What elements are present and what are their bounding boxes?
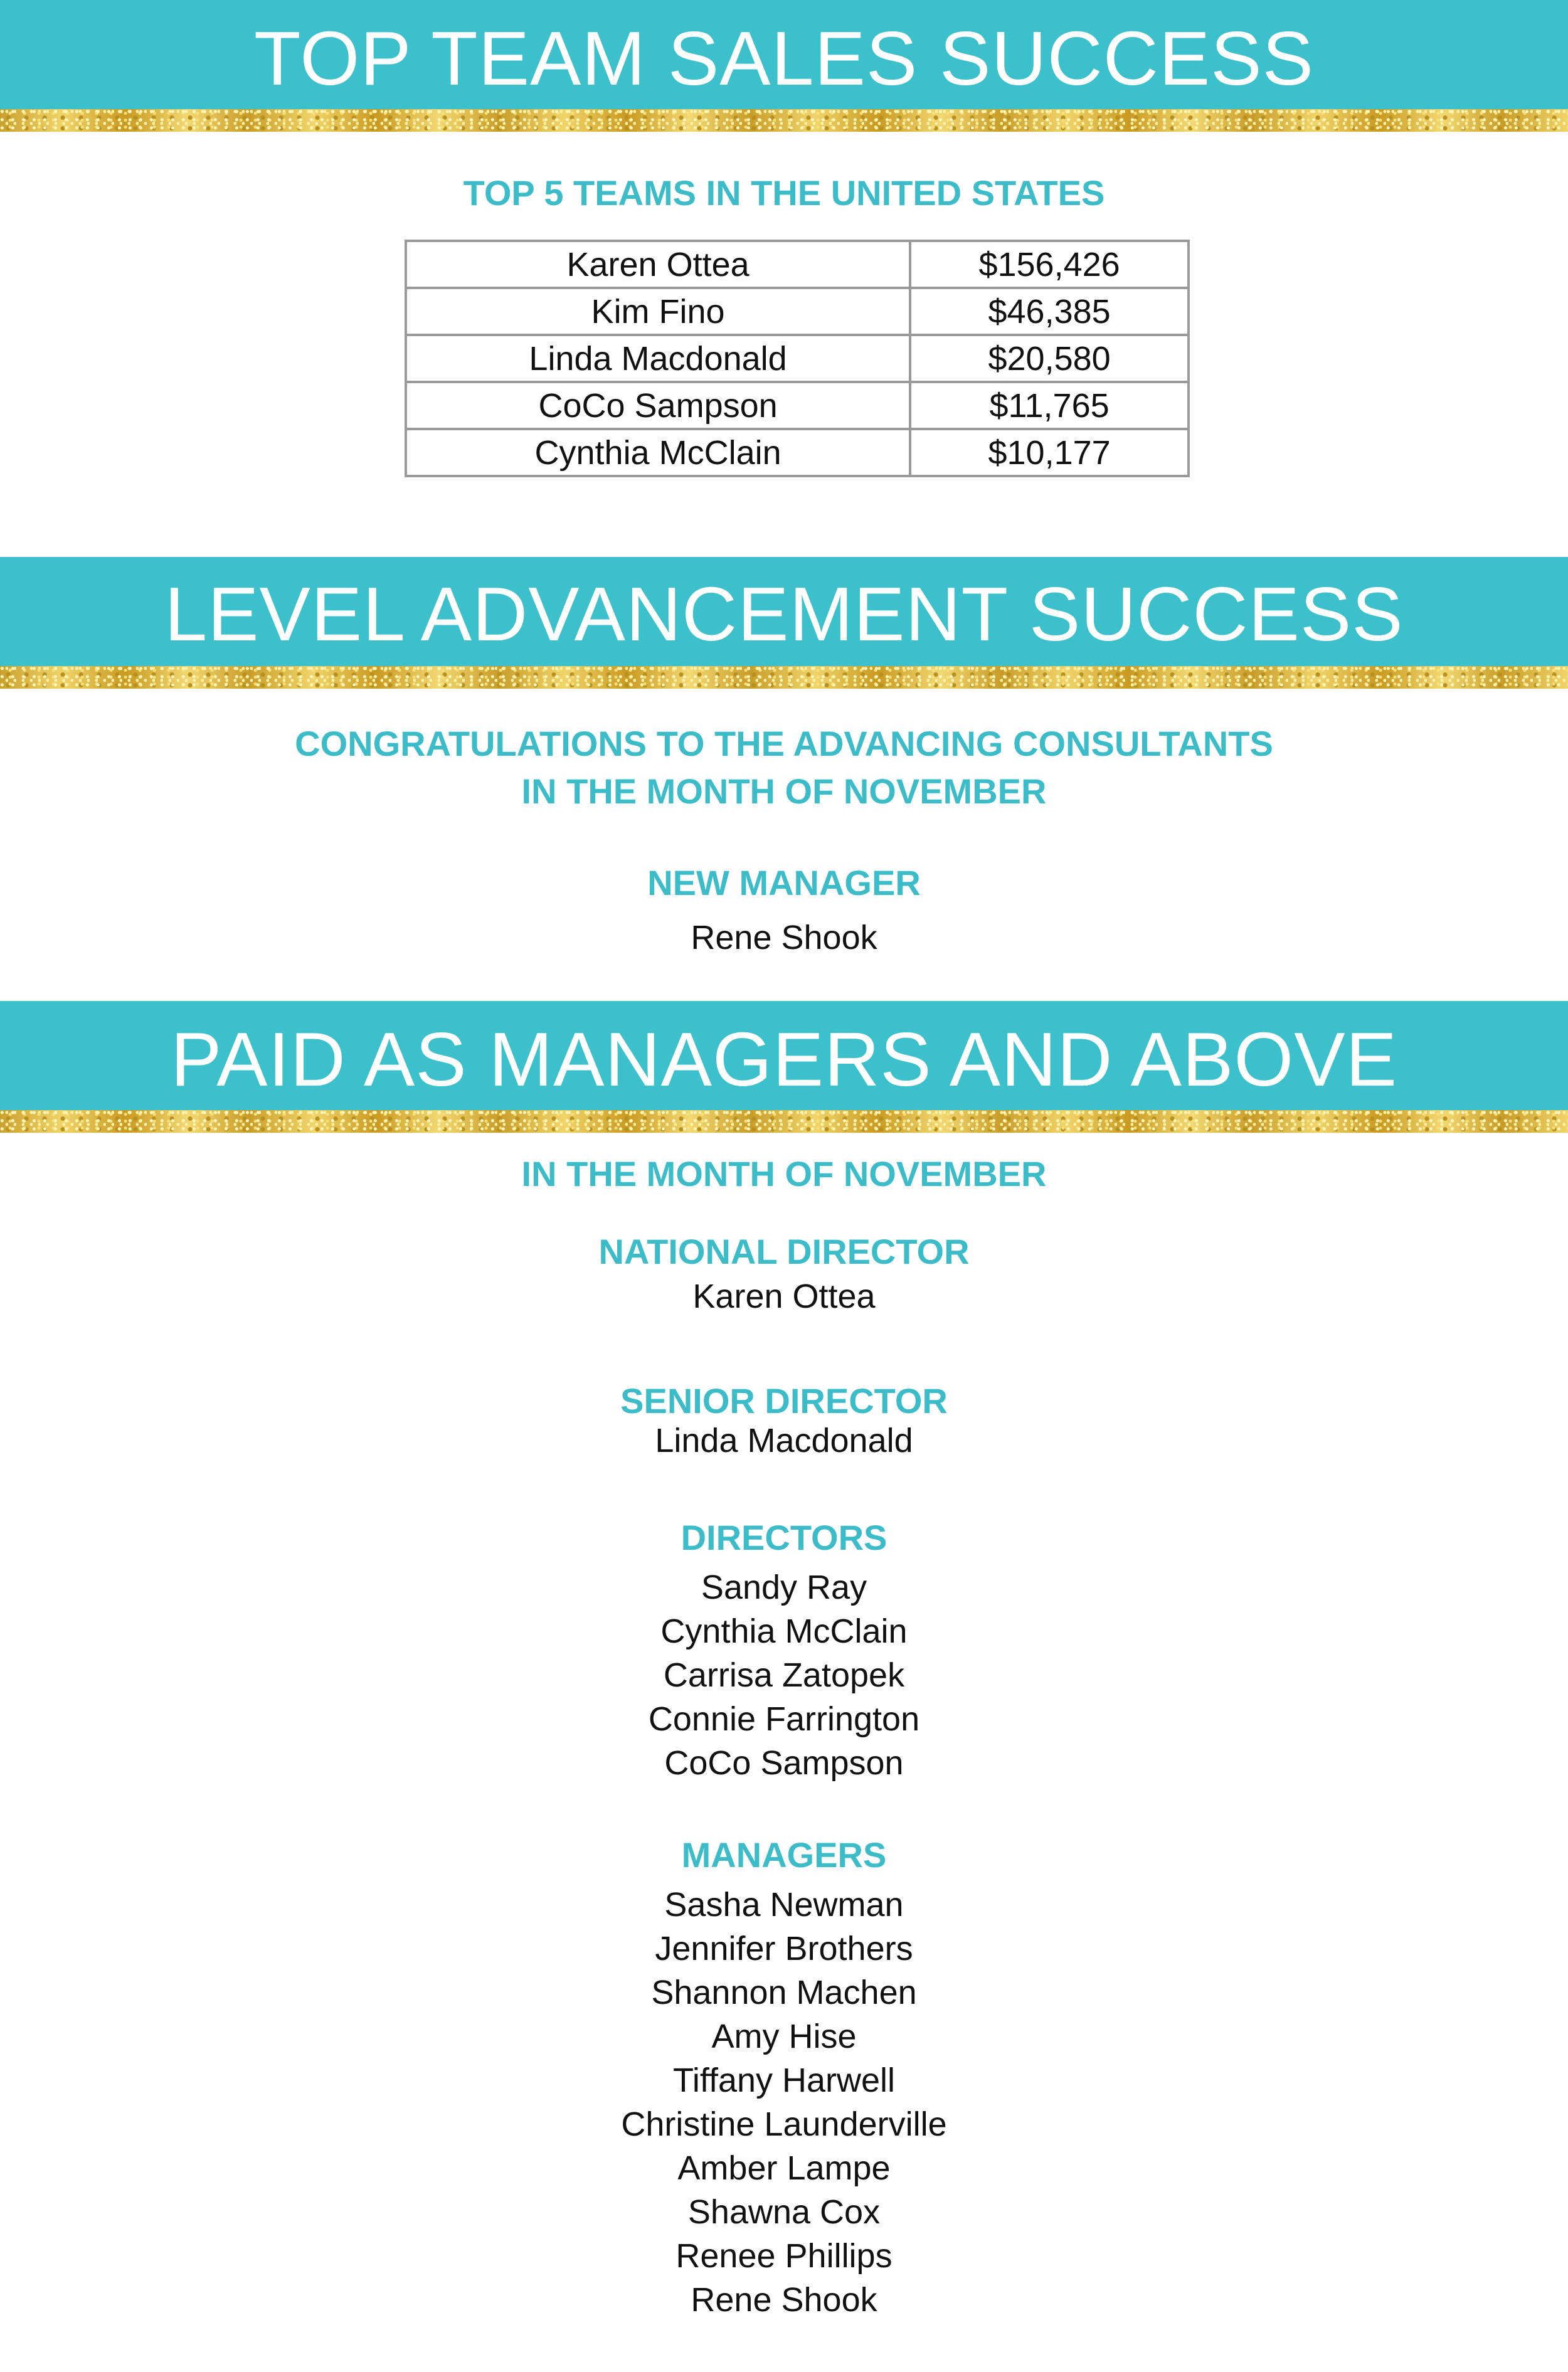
- manager-name: Tiffany Harwell: [672, 2062, 896, 2099]
- manager-name: Amy Hise: [711, 2018, 857, 2055]
- team-amount-cell: $10,177: [910, 429, 1189, 476]
- director-name: Connie Farrington: [648, 1700, 920, 1738]
- manager-name: Christine Launderville: [621, 2105, 947, 2143]
- team-amount-cell: $46,385: [910, 288, 1189, 335]
- table-row: [406, 335, 1189, 382]
- table-row: [406, 382, 1189, 429]
- manager-name: Sasha Newman: [664, 1886, 904, 1924]
- manager-name: Rene Shook: [691, 2281, 877, 2319]
- table-row: [406, 241, 1189, 288]
- managers-list: [0, 1883, 1568, 2322]
- new-manager-name: Rene Shook: [691, 919, 877, 956]
- paid-as-month: IN THE MONTH OF NOVEMBER: [521, 1154, 1047, 1194]
- section-title-paid-as-managers: PAID AS MANAGERS AND ABOVE: [170, 1017, 1398, 1102]
- director-name: Carrisa Zatopek: [663, 1656, 905, 1694]
- section-title-level-advancement: LEVEL ADVANCEMENT SUCCESS: [164, 571, 1404, 657]
- congrats-line-1: CONGRATULATIONS TO THE ADVANCING CONSULTANTS: [295, 724, 1273, 763]
- senior-director-heading: SENIOR DIRECTOR: [620, 1381, 948, 1421]
- manager-name: Shawna Cox: [687, 2193, 881, 2231]
- directors-heading: DIRECTORS: [681, 1518, 887, 1557]
- team-amount-cell: $11,765: [910, 382, 1189, 429]
- congrats-line-2: IN THE MONTH OF NOVEMBER: [521, 771, 1047, 811]
- team-name-cell: Karen Ottea: [406, 241, 910, 288]
- team-name-cell: Kim Fino: [406, 288, 910, 335]
- team-name-cell: Cynthia McClain: [406, 429, 910, 476]
- manager-name: Renee Phillips: [675, 2237, 893, 2275]
- directors-list: [0, 1565, 1568, 1785]
- table-row: [406, 288, 1189, 335]
- director-name: CoCo Sampson: [664, 1744, 904, 1782]
- managers-heading: MANAGERS: [681, 1835, 887, 1875]
- top-teams-subtitle: TOP 5 TEAMS IN THE UNITED STATES: [463, 173, 1105, 213]
- manager-name: Jennifer Brothers: [655, 1930, 913, 1967]
- table-row: [406, 429, 1189, 476]
- new-manager-heading: NEW MANAGER: [647, 863, 921, 903]
- team-name-cell: CoCo Sampson: [406, 382, 910, 429]
- national-director-name: Karen Ottea: [692, 1278, 876, 1315]
- senior-director-name: Linda Macdonald: [655, 1422, 913, 1459]
- team-name-cell: Linda Macdonald: [406, 335, 910, 382]
- gold-glitter-divider: [0, 666, 1568, 689]
- manager-name: Shannon Machen: [651, 1974, 917, 2011]
- top-teams-table: [405, 240, 1190, 477]
- team-amount-cell: $20,580: [910, 335, 1189, 382]
- gold-glitter-divider: [0, 109, 1568, 132]
- gold-glitter-divider: [0, 1110, 1568, 1133]
- national-director-heading: NATIONAL DIRECTOR: [598, 1232, 970, 1271]
- director-name: Sandy Ray: [701, 1569, 867, 1606]
- section-title-top-team-sales: TOP TEAM SALES SUCCESS: [254, 16, 1314, 101]
- team-amount-cell: $156,426: [910, 241, 1189, 288]
- director-name: Cynthia McClain: [660, 1612, 908, 1650]
- manager-name: Amber Lampe: [677, 2149, 891, 2187]
